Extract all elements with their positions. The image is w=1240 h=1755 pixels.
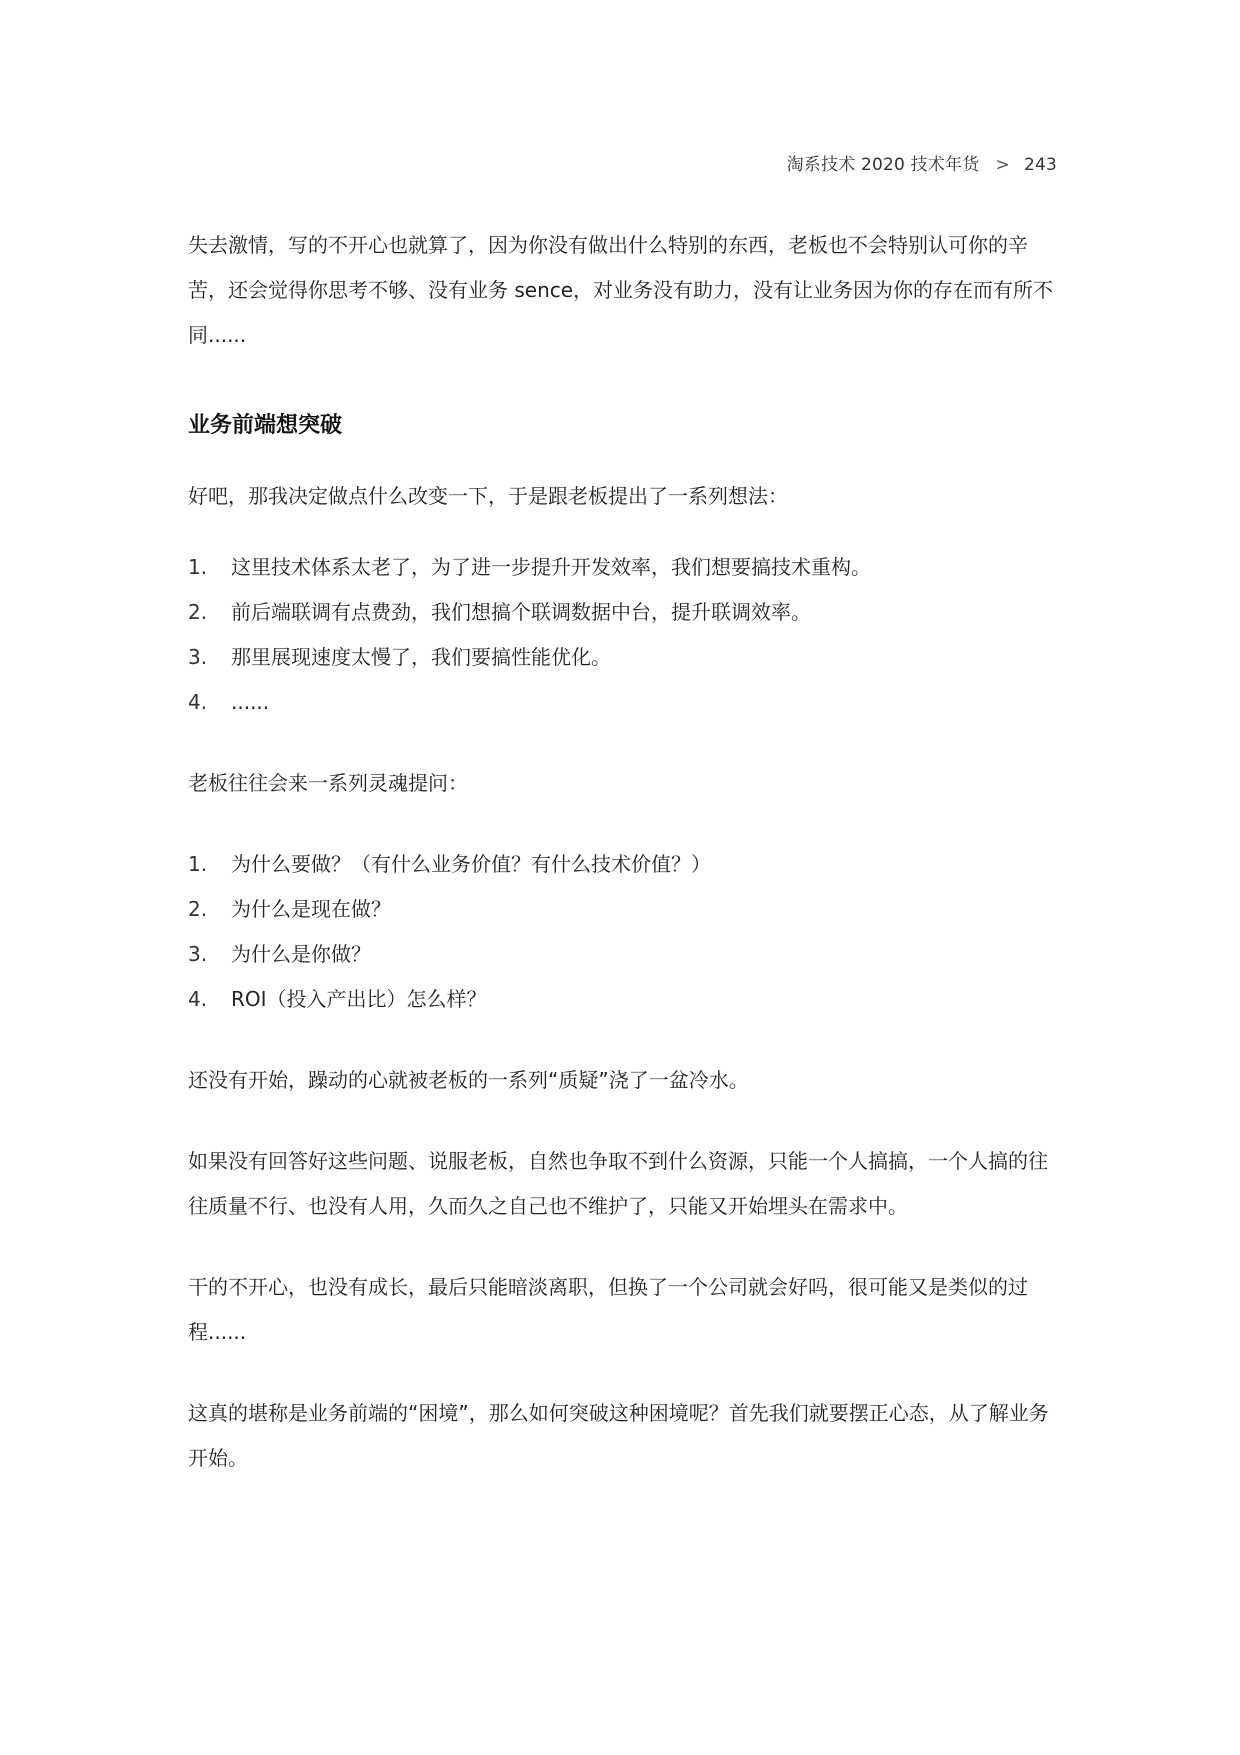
list-item	[188, 932, 1054, 977]
list-item	[188, 590, 1054, 635]
list-number: 2.	[188, 897, 208, 921]
list-item	[188, 842, 1054, 887]
list-text: 为什么要做？（有什么业务价值？有什么技术价值？）	[231, 852, 711, 876]
paragraph-cold-water: 还没有开始，躁动的心就被老板的一系列“质疑”浇了一盆冷水。	[188, 1068, 749, 1092]
list-number: 1.	[188, 852, 208, 876]
list-item	[188, 545, 1054, 590]
list-item	[188, 635, 1054, 680]
intro-paragraph: 失去激情，写的不开心也就算了，因为你没有做出什么特别的东西，老板也不会特别认可你的辛苦，还会觉得你思考不够、没有业务 sence，对业务没有助力，没有让业务因为你的存在而有所不同......	[188, 233, 1054, 347]
list-text: 为什么是现在做？	[231, 897, 391, 921]
header-separator: >	[995, 155, 1010, 175]
list-text: 为什么是你做？	[231, 942, 371, 966]
section-title: 业务前端想突破	[188, 413, 343, 438]
page-content	[188, 223, 1054, 1481]
list-item	[188, 680, 1054, 725]
list-text: ROI（投入产出比）怎么样？	[231, 987, 487, 1011]
proposal-list	[188, 545, 1054, 725]
paragraph-dilemma: 这真的堪称是业务前端的“困境”，那么如何突破这种困境呢？首先我们就要摆正心态，从了解业务开始。	[188, 1401, 1049, 1470]
list-text: ......	[231, 690, 270, 714]
questions-intro: 老板往往会来一系列灵魂提问：	[188, 771, 468, 795]
list-number: 4.	[188, 987, 208, 1011]
list-text: 这里技术体系太老了，为了进一步提升开发效率，我们想要搞技术重构。	[231, 555, 871, 579]
paragraph-unhappy: 干的不开心，也没有成长，最后只能暗淡离职，但换了一个公司就会好吗，很可能又是类似的过程......	[188, 1275, 1028, 1344]
list-text: 那里展现速度太慢了，我们要搞性能优化。	[231, 645, 611, 669]
list-text: 前后端联调有点费劲，我们想搞个联调数据中台，提升联调效率。	[231, 600, 811, 624]
paragraph-no-answer: 如果没有回答好这些问题、说服老板，自然也争取不到什么资源，只能一个人搞搞，一个人搞的往往质量不行、也没有人用，久而久之自己也不维护了，只能又开始埋头在需求中。	[188, 1149, 1048, 1218]
questions-list	[188, 842, 1054, 1022]
list-number: 3.	[188, 645, 208, 669]
list-number: 3.	[188, 942, 208, 966]
book-title: 淘系技术 2020 技术年货	[786, 155, 980, 175]
list-item	[188, 887, 1054, 932]
list-item	[188, 977, 1054, 1022]
list-number: 4.	[188, 690, 208, 714]
page-number: 243	[1023, 155, 1057, 175]
running-header	[787, 150, 1057, 175]
list-number: 2.	[188, 600, 208, 624]
proposal-intro: 好吧，那我决定做点什么改变一下，于是跟老板提出了一系列想法：	[188, 484, 788, 508]
list-number: 1.	[188, 555, 208, 579]
